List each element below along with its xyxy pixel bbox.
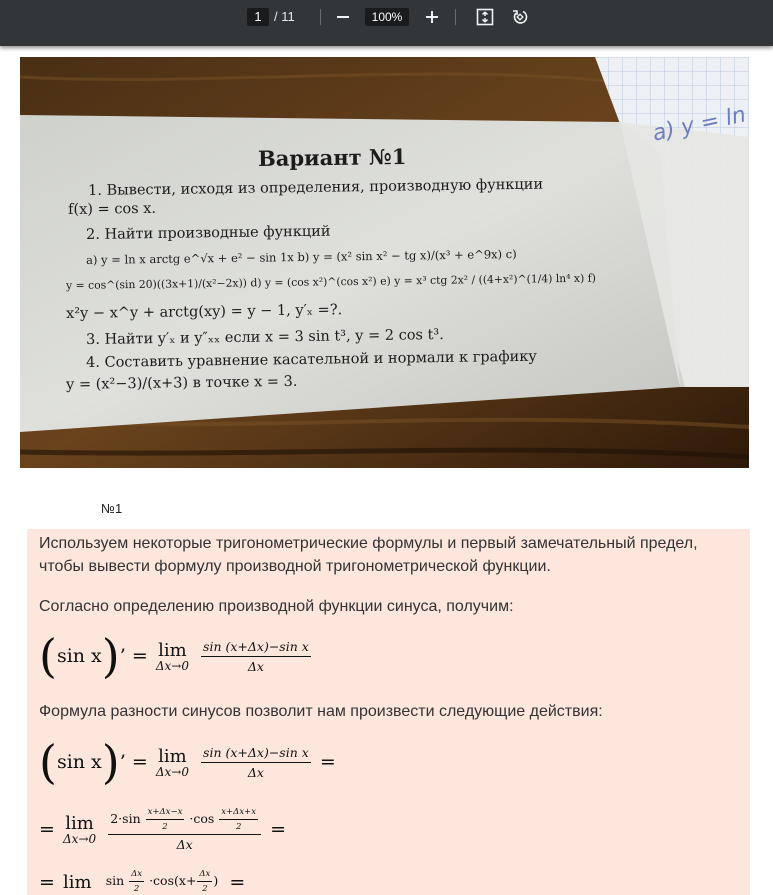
difference-text: Формула разности синусов позволит нам произвести следующие действия:	[39, 703, 603, 720]
rotate-button[interactable]	[509, 6, 531, 28]
task-4-function: y = (x²−3)/(x+3) в точке x = 3.	[66, 373, 298, 393]
eq4-tail: =	[229, 871, 246, 894]
fit-page-icon	[476, 8, 494, 26]
eq2-fraction: $\frac{\text{sin (x+Δx)−sin x}}{\Delta x}$	[203, 744, 309, 780]
page-number-input[interactable]: 1	[247, 8, 269, 26]
task-2-abc: a) y = ln x arctg e^√x + e² − sin 1x b) y = (x² sin x² − tg x)/(x³ + e^9x) c)	[86, 246, 517, 267]
task-1-line: 1. Вывести, исходя из определения, производную функции	[88, 176, 544, 199]
toolbar-divider	[320, 9, 321, 25]
eq3-lead: =	[39, 818, 55, 841]
toolbar-divider	[455, 9, 456, 25]
task-1-function: f(x) = cos x.	[68, 200, 157, 218]
eq2-lhs: sin x	[56, 751, 102, 773]
section-label: №1	[101, 501, 123, 516]
task-2-cdef: y = cos^(sin 20)((3x+1)/(x²−2x)) d) y = (cos x²)^(cos x²) e) y = x³ ctg 2x² / ((4+x²)^(1/4) ln⁴ x) f)	[66, 271, 597, 292]
equation-3	[39, 807, 286, 852]
fit-page-button[interactable]	[474, 6, 496, 28]
definition-text: Согласно определению производной функции синуса, получим:	[39, 598, 514, 615]
task-4-line: 4. Составить уравнение касательной и нормали к графику	[86, 348, 537, 371]
rotate-icon	[511, 8, 529, 26]
minus-icon	[336, 10, 350, 24]
exam-photo	[20, 57, 749, 468]
eq2-tail: =	[319, 751, 336, 773]
eq2-prime: ’ =	[119, 751, 148, 773]
zoom-in-button[interactable]	[421, 6, 443, 28]
equation-2: (sin x)’ = lim Δx→0 $\frac{\text{sin (x+Δx)−sin x}}{\Delta x}$ =	[39, 735, 336, 789]
task-3-line: 3. Найти y′ₓ и y″ₓₓ если x = 3 sin t³, y = 2 cos t³.	[86, 327, 444, 348]
eq1-limit: lim Δx→0	[155, 639, 189, 673]
task-2-f: x²y − x^y + arctg(xy) = y − 1, y′ₓ =?.	[66, 302, 343, 322]
variant-title: Вариант №1	[257, 143, 407, 172]
eq3-tail: =	[270, 818, 287, 841]
eq4-fraction: sin $\frac{\Delta x}{2}$ ·cos(x+ $\frac{\Delta x}{2}$ )	[105, 869, 219, 894]
eq1-fraction: $\frac{\text{sin (x+Δx)−sin x}}{\Delta x}$	[203, 638, 309, 674]
equation-4	[39, 869, 245, 895]
page-total: / 11	[274, 9, 295, 24]
task-2-line: 2. Найти производные функций	[86, 223, 331, 243]
answer-box	[27, 529, 750, 895]
equation-1: (sin x)’ = lim Δx→0 $\frac{\text{sin (x+Δx)−sin x}}{\Delta x}$	[39, 629, 309, 683]
eq4-limit: lim	[63, 872, 92, 893]
eq1-prime: ’ =	[119, 645, 148, 667]
pdf-toolbar	[0, 0, 773, 46]
plus-icon	[425, 10, 439, 24]
eq3-fraction: 2·sin $\frac{x+\Delta x-x}{2}$ ·cos $\frac{x+\Delta x+x}{2}$ Δx	[108, 807, 261, 852]
zoom-input[interactable]: 100%	[365, 8, 409, 26]
handwritten-note: a) y = ln	[650, 102, 749, 147]
intro-text: Используем некоторые тригонометрические формулы и первый замечательный предел, чтобы вывести формулу производной тригонометрической функции.	[39, 535, 698, 575]
eq4-lead: =	[39, 871, 55, 894]
zoom-out-button[interactable]	[332, 6, 354, 28]
eq2-limit: lim Δx→0	[155, 745, 189, 779]
eq3-limit: lim Δx→0	[63, 813, 97, 846]
eq1-lhs: sin x	[56, 645, 102, 667]
exam-sheet-text	[20, 57, 749, 468]
